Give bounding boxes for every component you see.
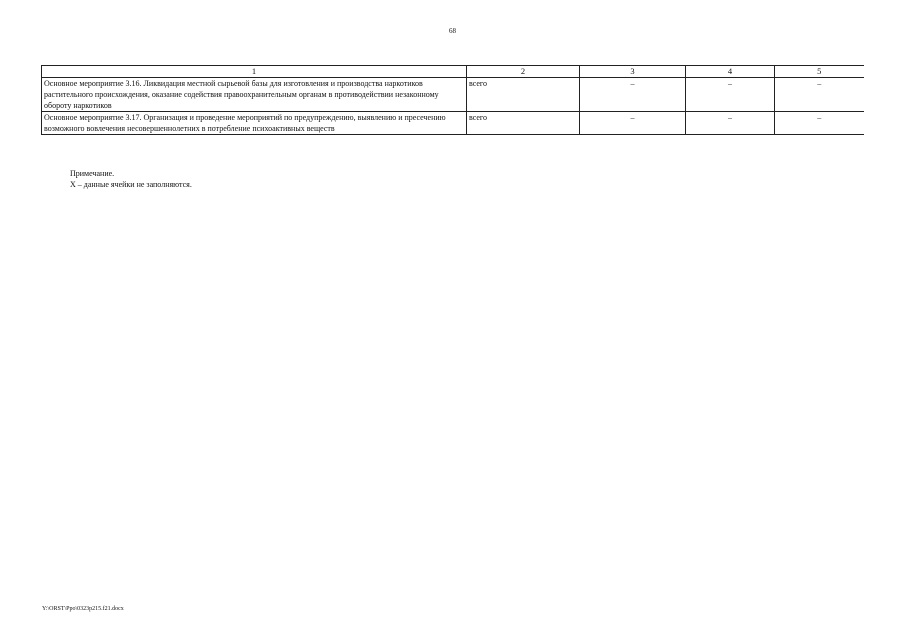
footer-file-path: Y:\ORST\Ppo\0323p215.f21.docx (42, 606, 124, 612)
activity-name-cell: Основное мероприятие 3.17. Организация и проведение мероприятий по предупреждению, выявлению и пресечению возможного вовлечения несовершеннолетних в потребление психоактивных веществ (42, 112, 467, 135)
page-number: 68 (449, 27, 456, 35)
activity-name-cell: Основное мероприятие 3.16. Ликвидация местной сырьевой базы для изготовления и производства наркотиков растительного происхождения, оказание содействия правоохранительным органам в противодействии незаконному обороту наркотиков (42, 78, 467, 112)
table-row (42, 112, 864, 135)
note-text: Х – данные ячейки не заполняются. (70, 180, 192, 189)
note-block (70, 168, 192, 190)
value-cell-3: – (580, 78, 686, 112)
column-header-1: 1 (42, 66, 467, 78)
column-header-2: 2 (467, 66, 580, 78)
column-header-5: 5 (775, 66, 864, 78)
value-cell-5: – (775, 78, 864, 112)
value-cell-3: – (580, 112, 686, 135)
program-table (41, 65, 864, 135)
note-title: Примечание. (70, 169, 115, 178)
value-cell-5: – (775, 112, 864, 135)
value-cell-4: – (686, 78, 775, 112)
value-cell-4: – (686, 112, 775, 135)
funding-source-cell: всего (467, 78, 580, 112)
table-header-row (42, 66, 864, 78)
column-header-3: 3 (580, 66, 686, 78)
table-row (42, 78, 864, 112)
column-header-4: 4 (686, 66, 775, 78)
funding-source-cell: всего (467, 112, 580, 135)
